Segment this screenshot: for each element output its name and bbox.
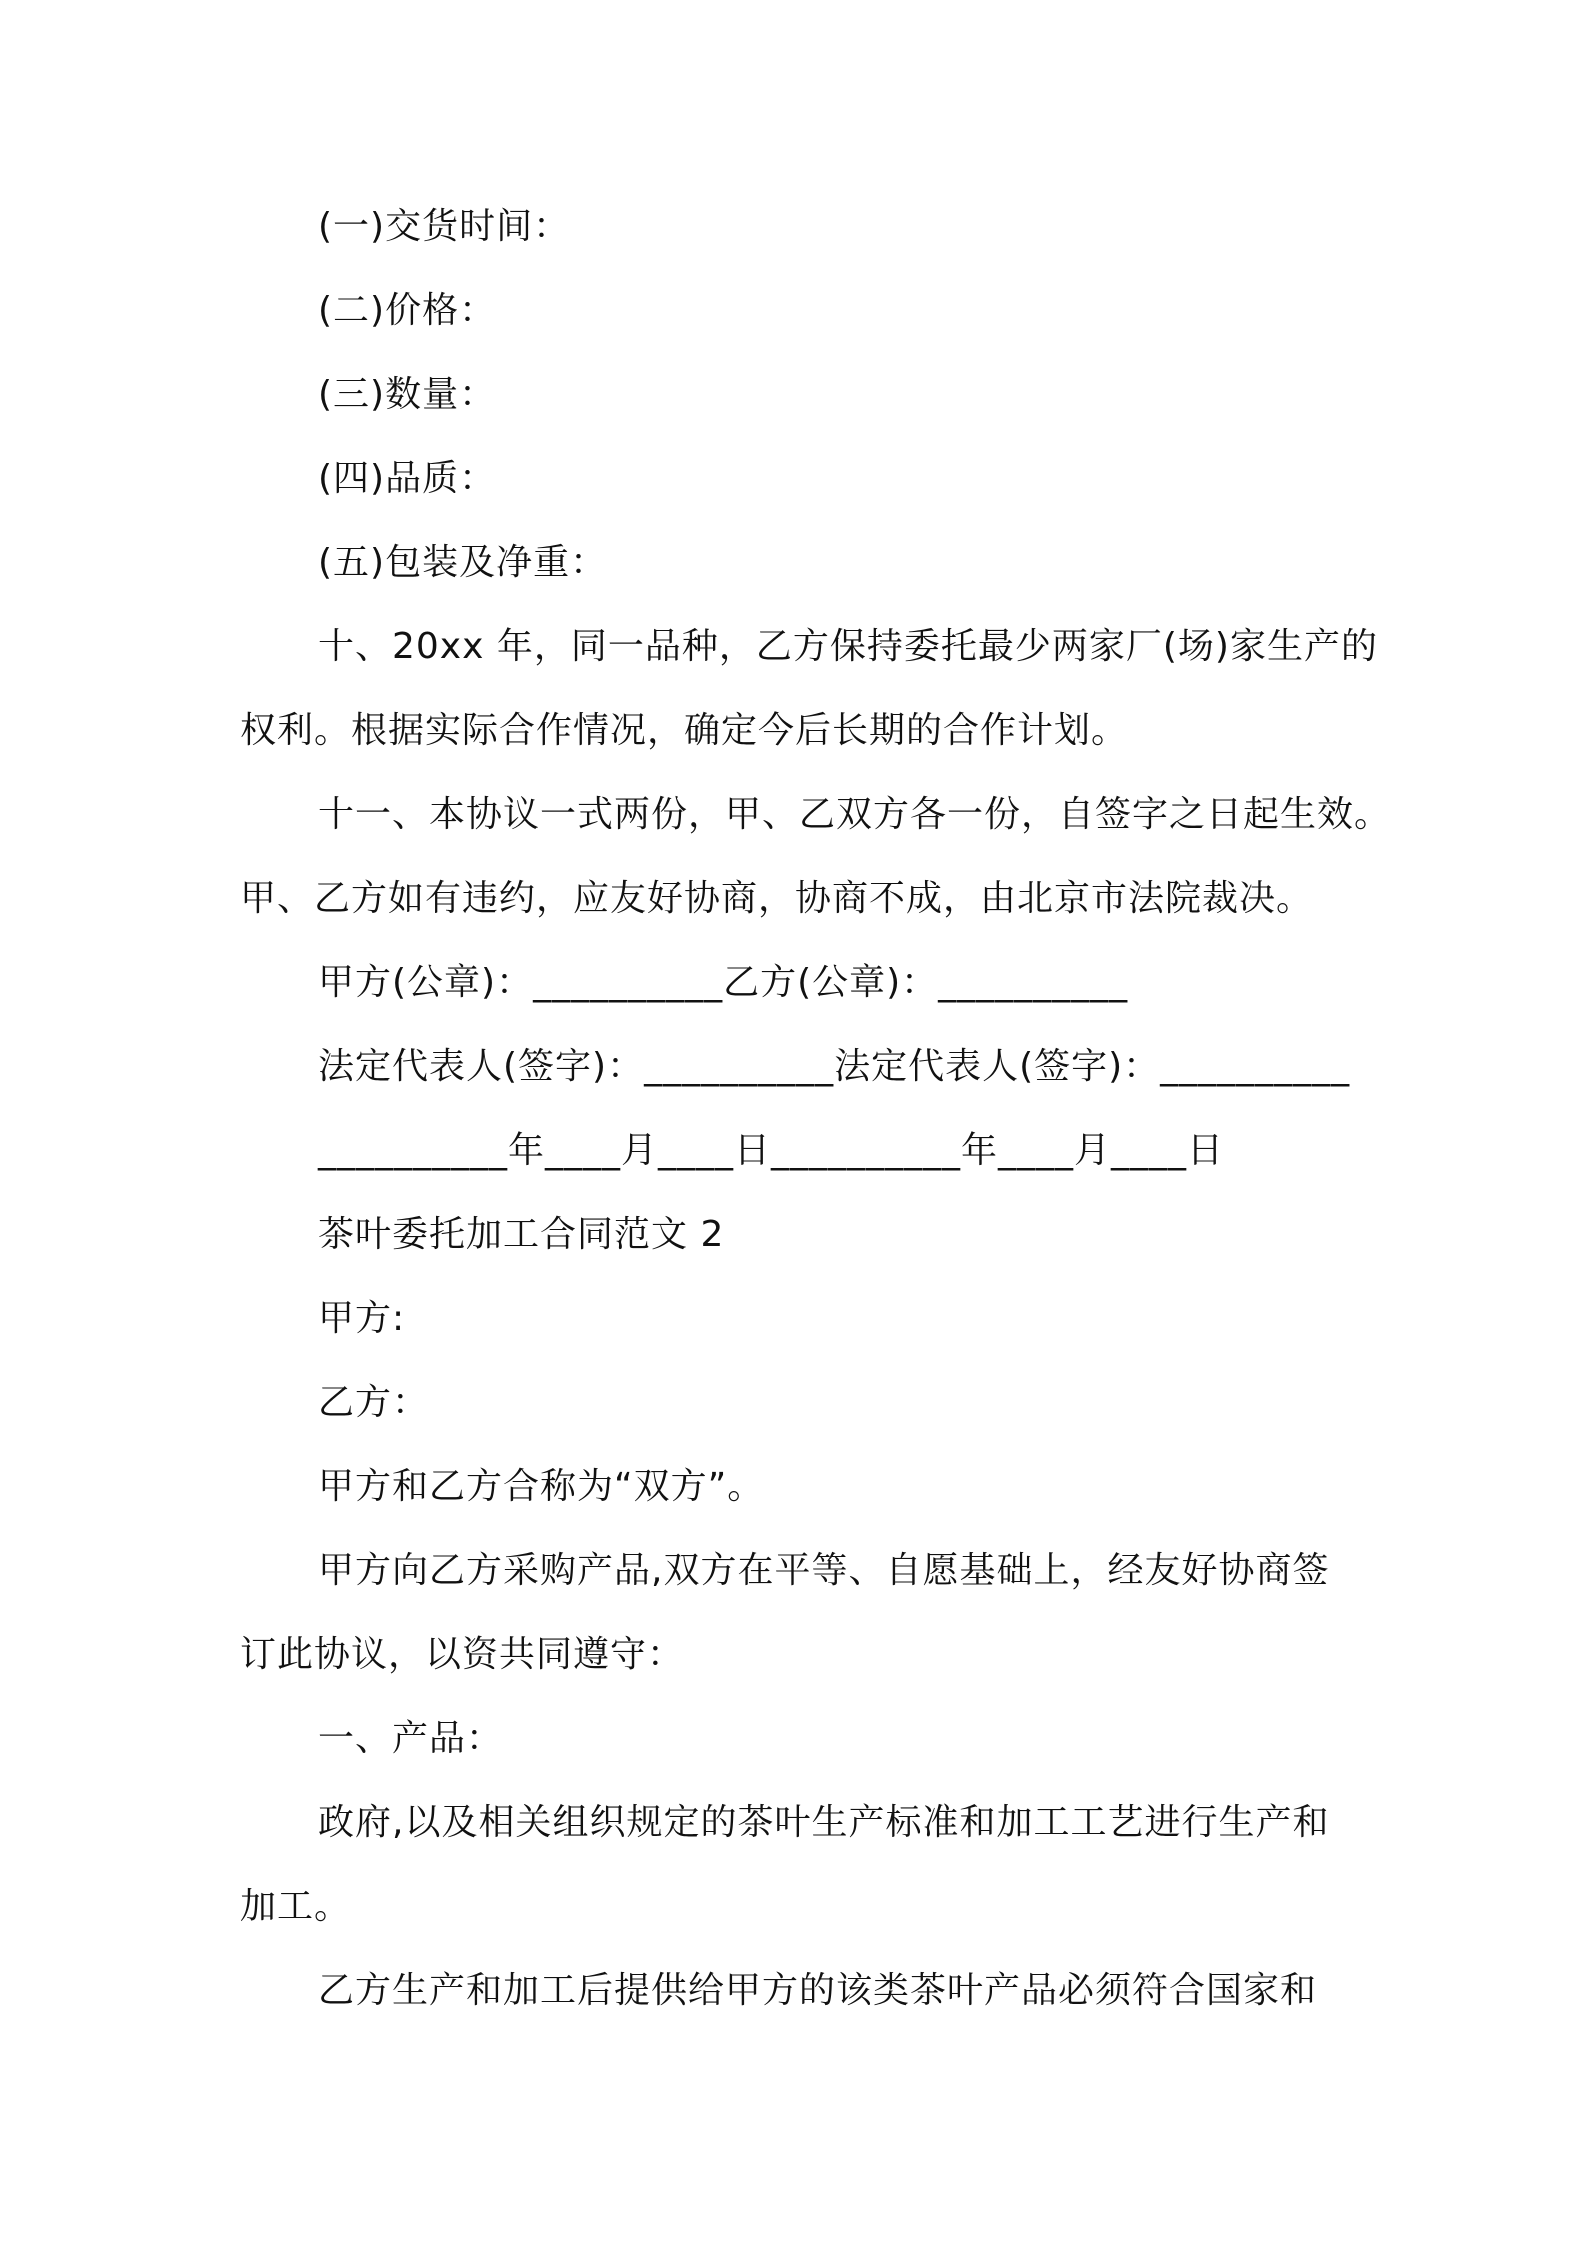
product-paragraph-line-1: 政府,以及相关组织规定的茶叶生产标准和加工工艺进行生产和 [318,1802,1330,1843]
clause-price: (二)价格： [318,290,497,331]
clause-packaging: (五)包装及净重： [318,542,608,583]
intro-paragraph-line-1: 甲方向乙方采购产品,双方在平等、自愿基础上，经友好协商签 [318,1550,1330,1591]
signature-date-line: __________年____月____日__________年____月____日 [318,1130,1224,1171]
clause-quantity: (三)数量： [318,374,497,415]
signature-seal-line: 甲方(公章)：__________乙方(公章)：__________ [318,962,1129,1003]
paragraph-eleven-line-1: 十一、本协议一式两份，甲、乙双方各一份，自签字之日起生效。 [318,794,1392,835]
section-title: 茶叶委托加工合同范文 2 [318,1214,725,1255]
heading-product: 一、产品： [318,1718,504,1759]
party-a-label: 甲方: [318,1298,406,1339]
requirement-paragraph-line-1: 乙方生产和加工后提供给甲方的该类茶叶产品必须符合国家和 [318,1970,1318,2011]
signature-representative-line: 法定代表人(签字)：__________法定代表人(签字)：__________ [318,1046,1351,1087]
party-b-label: 乙方： [318,1382,430,1423]
clause-quality: (四)品质： [318,458,497,499]
intro-paragraph-line-2: 订此协议，以资共同遵守： [240,1634,685,1675]
paragraph-ten-line-2: 权利。根据实际合作情况，确定今后长期的合作计划。 [240,710,1129,751]
parties-definition: 甲方和乙方合称为“双方”。 [318,1466,765,1507]
clause-delivery-time: (一)交货时间： [318,206,571,247]
paragraph-eleven-line-2: 甲、乙方如有违约，应友好协商，协商不成，由北京市法院裁决。 [240,878,1314,919]
paragraph-ten-line-1: 十、20xx 年，同一品种，乙方保持委托最少两家厂(场)家生产的 [318,626,1378,667]
product-paragraph-line-2: 加工。 [240,1886,352,1927]
